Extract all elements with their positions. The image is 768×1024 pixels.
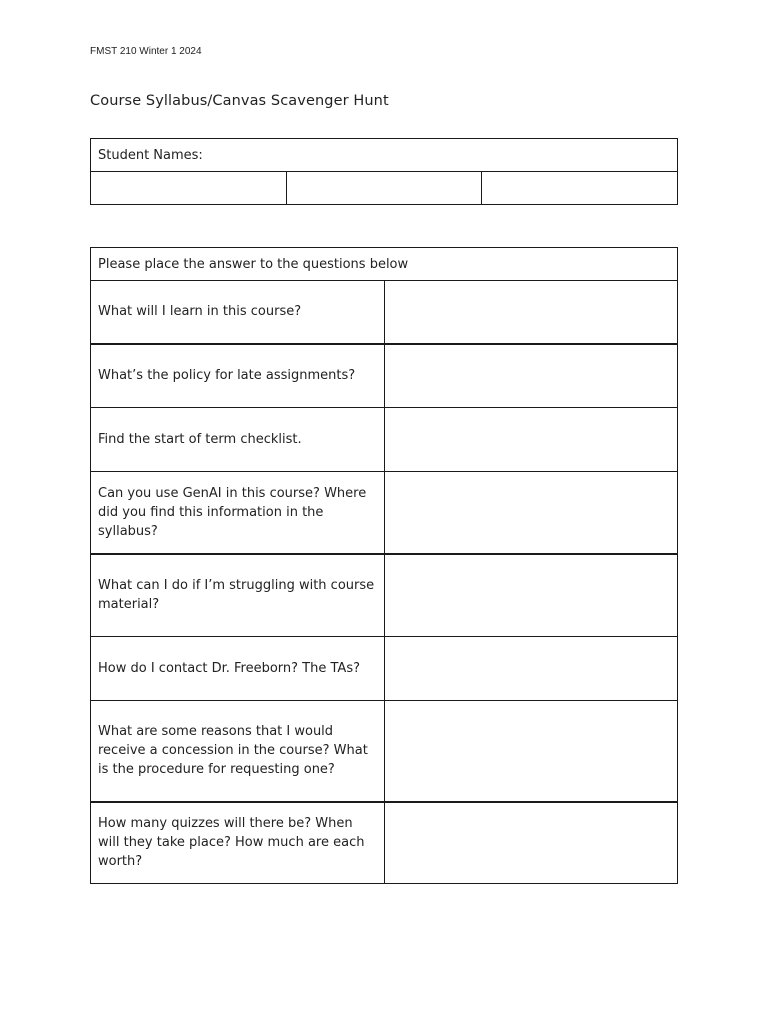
question-cell: Can you use GenAI in this course? Where did you find this information in the syllabus? xyxy=(91,472,385,554)
header-note: FMST 210 Winter 1 2024 xyxy=(90,46,202,57)
answer-cell[interactable] xyxy=(384,344,678,408)
question-cell: What are some reasons that I would receive a concession in the course? What is the procedure for requesting one? xyxy=(91,701,385,802)
question-row xyxy=(91,802,678,884)
question-cell: How many quizzes will there be? When will they take place? How much are each worth? xyxy=(91,802,385,884)
answer-cell[interactable] xyxy=(384,281,678,344)
question-cell: What can I do if I’m struggling with course material? xyxy=(91,554,385,637)
question-cell: Find the start of term checklist. xyxy=(91,408,385,472)
question-row xyxy=(91,408,678,472)
document-title: Course Syllabus/Canvas Scavenger Hunt xyxy=(90,93,389,109)
questions-header: Please place the answer to the questions below xyxy=(91,248,678,281)
question-cell: How do I contact Dr. Freeborn? The TAs? xyxy=(91,637,385,701)
answer-cell[interactable] xyxy=(384,408,678,472)
question-row xyxy=(91,637,678,701)
question-row xyxy=(91,344,678,408)
answer-cell[interactable] xyxy=(384,554,678,637)
answer-cell[interactable] xyxy=(384,637,678,701)
answer-cell[interactable] xyxy=(384,701,678,802)
student-names-table xyxy=(90,138,678,205)
student-name-cell-3[interactable] xyxy=(482,172,678,205)
question-row xyxy=(91,281,678,344)
question-row xyxy=(91,701,678,802)
student-names-header: Student Names: xyxy=(91,139,678,172)
question-cell: What’s the policy for late assignments? xyxy=(91,344,385,408)
student-name-cell-2[interactable] xyxy=(286,172,482,205)
question-cell: What will I learn in this course? xyxy=(91,281,385,344)
question-row xyxy=(91,472,678,554)
student-name-cell-1[interactable] xyxy=(91,172,287,205)
answer-cell[interactable] xyxy=(384,472,678,554)
answer-cell[interactable] xyxy=(384,802,678,884)
question-row xyxy=(91,554,678,637)
questions-table xyxy=(90,247,678,884)
